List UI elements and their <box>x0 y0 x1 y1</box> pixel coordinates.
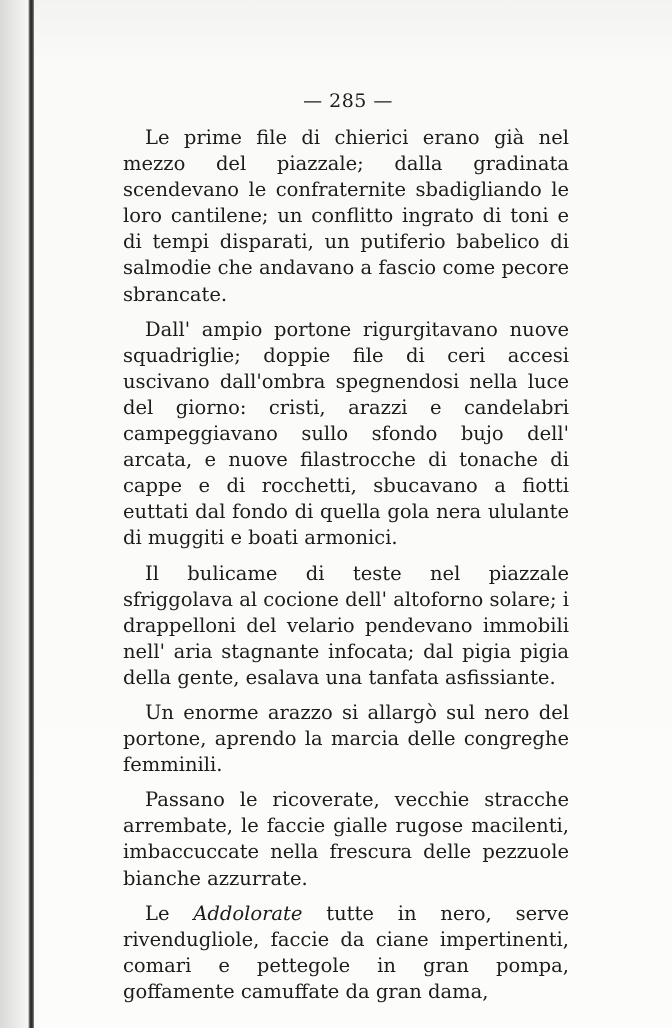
paragraph-5: Passano le ricoverate, vecchie stracche arrembate, le faccie gialle rugose macilenti, imbaccuccate nella frescura delle pezzuole bianche azzurrate. <box>123 788 569 890</box>
paragraph-1: Le prime file di chierici erano già nel mezzo del piazzale; dalla gradinata scendevano le confraternite sbadigliando le loro cantilene; un conflitto ingrato di toni e di tempi disparati, un putiferio babelico di salmodie che andavano a fascio come pecore sbrancate. <box>123 126 569 306</box>
paragraph-6-suffix: tutte in nero, serve rivendugliole, faccie da ciane impertinenti, comari e pettegole in gran pompa, goffamente camuffate da gran dama, <box>123 901 569 1003</box>
paragraph-6-italic-term: Addolorate <box>193 901 303 925</box>
scan-binding-edge <box>0 0 34 1028</box>
paragraph-3: Il bulicame di teste nel piazzale sfriggolava al cocione dell' altoforno solare; i drappelloni del velario pendevano immobili nell' aria stagnante infocata; dal pigia pigia della gente, esalava una tanfata asfissiante. <box>123 561 569 689</box>
paragraph-6-prefix: Le <box>145 901 194 925</box>
page-number: — 285 — <box>303 90 393 112</box>
body-text <box>123 125 569 1005</box>
paragraph-4: Un enorme arazzo si allargò sul nero del portone, aprendo la marcia delle congreghe femminili. <box>123 700 569 777</box>
paragraph-2: Dall' ampio portone rigurgitavano nuove squadriglie; doppie file di ceri accesi uscivano dall'ombra spegnendosi nella luce del giorno: cristi, arazzi e candelabri campeggiavano sullo sfondo bujo dell' arcata, e nuove filastrocche di tonache di cappe e di rocchetti, sbucavano a fiotti euttati dal fondo di quella gola nera ululante di muggiti e boati armonici. <box>123 317 569 550</box>
paragraph-6 <box>123 901 569 1005</box>
